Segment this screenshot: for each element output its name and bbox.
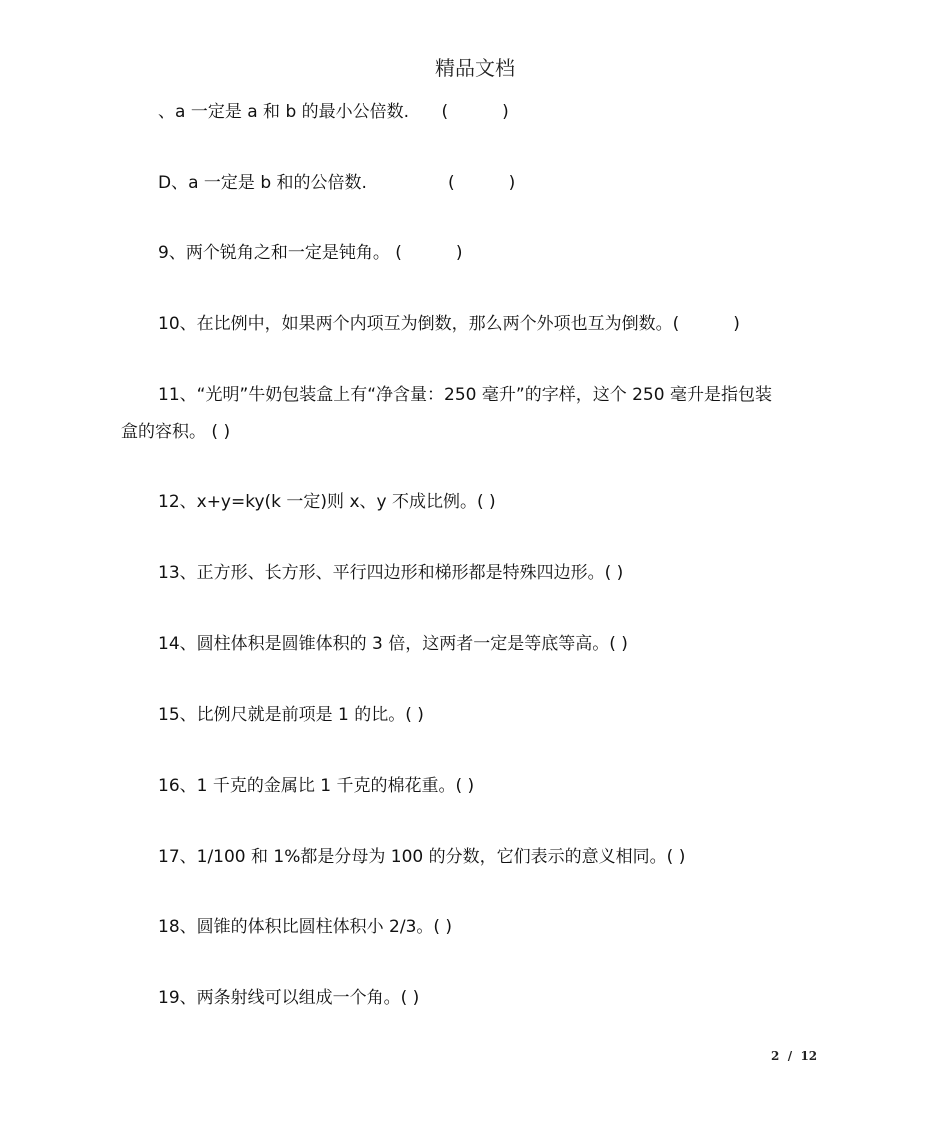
question-15: 15、比例尺就是前项是 1 的比。( ): [158, 705, 424, 725]
page-header-title: 精品文档: [435, 56, 515, 80]
question-19: 19、两条射线可以组成一个角。( ): [158, 988, 420, 1008]
question-13: 13、正方形、长方形、平行四边形和梯形都是特殊四边形。( ): [158, 563, 624, 583]
question-11-line-1: 11、“光明”牛奶包装盒上有“净含量：250 毫升”的字样，这个 250 毫升是指包装: [158, 385, 772, 405]
question-12: 12、x+y=ky(k 一定)则 x、y 不成比例。( ): [158, 492, 496, 512]
question-17: 17、1/100 和 1%都是分母为 100 的分数，它们表示的意义相同。( ): [158, 847, 686, 867]
question-16: 16、1 千克的金属比 1 千克的棉花重。( ): [158, 776, 475, 796]
question-line-c: 、a 一定是 a 和 b 的最小公倍数. ( ): [158, 102, 509, 122]
question-14: 14、圆柱体积是圆锥体积的 3 倍，这两者一定是等底等高。( ): [158, 634, 628, 654]
question-18: 18、圆锥的体积比圆柱体积小 2/3。( ): [158, 917, 453, 937]
page-number-indicator: 2 / 12: [771, 1049, 818, 1063]
question-11-line-2: 盒的容积。 ( ): [121, 422, 231, 442]
question-9: 9、两个锐角之和一定是钝角。 ( ): [158, 243, 463, 263]
question-10: 10、在比例中，如果两个内项互为倒数，那么两个外项也互为倒数。( ): [158, 314, 740, 334]
question-line-d: D、a 一定是 b 和的公倍数. ( ): [158, 173, 516, 193]
